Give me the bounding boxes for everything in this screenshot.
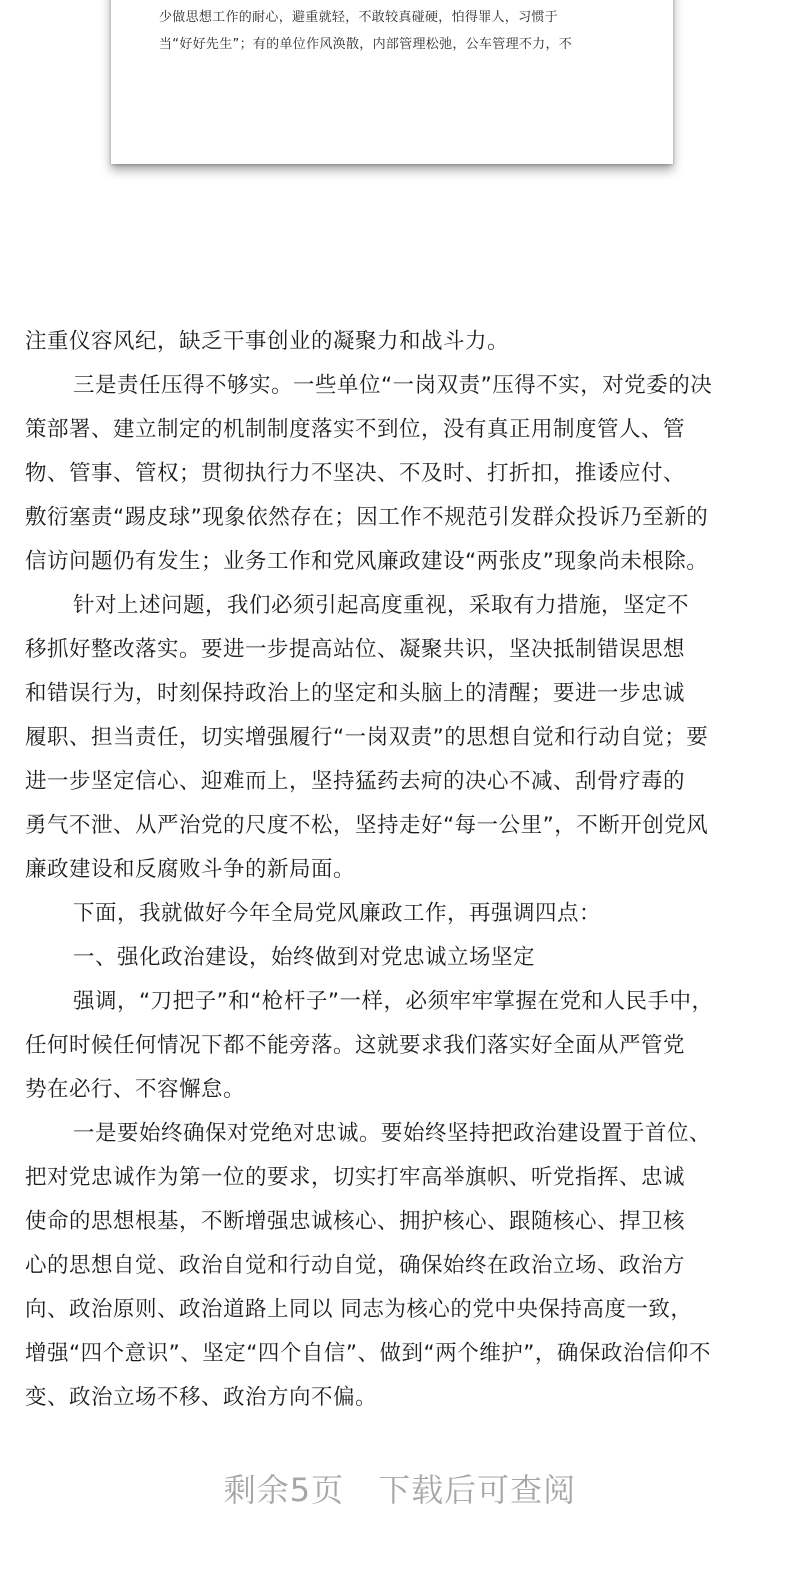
preview-text-line: 少做思想工作的耐心，避重就轻，不敢较真碰硬，怕得罪人，习惯于: [159, 10, 559, 25]
paragraph-line: 进一步坚定信心、迎难而上，坚持猛药去疴的决心不减、刮骨疗毒的: [25, 769, 686, 794]
paragraph-line: 把对党忠诚作为第一位的要求，切实打牢高举旗帜、听党指挥、忠诚: [25, 1165, 686, 1190]
paragraph-line: 向、政治原则、政治道路上同以 同志为核心的党中央保持高度一致，: [25, 1297, 693, 1322]
download-hint: 下载后可查阅: [378, 1471, 577, 1509]
paragraph-line: 增强“四个意识”、坚定“四个自信”、做到“两个维护”，确保政治信仰不: [25, 1341, 711, 1366]
paragraph-line: 一是要始终确保对党绝对忠诚。要始终坚持把政治建设置于首位、: [73, 1121, 712, 1146]
remaining-pages-banner[interactable]: [0, 1468, 800, 1512]
paragraph-line: 变、政治立场不移、政治方向不偏。: [25, 1385, 378, 1410]
paragraph-line: 廉政建设和反腐败斗争的新局面。: [25, 857, 356, 882]
paragraph-line: 履职、担当责任，切实增强履行“一岗双责”的思想自觉和行动自觉；要: [25, 725, 709, 750]
paragraph-line: 任何时候任何情况下都不能旁落。这就要求我们落实好全面从严管党: [25, 1033, 686, 1058]
paragraph-line: 信访问题仍有发生；业务工作和党风廉政建设“两张皮”现象尚未根除。: [25, 549, 709, 574]
paragraph-line: 策部署、建立制定的机制制度落实不到位，没有真正用制度管人、管: [25, 417, 686, 442]
paragraph-line: 势在必行、不容懈怠。: [25, 1077, 246, 1102]
document-body: [25, 320, 775, 1420]
paragraph-line: 勇气不泄、从严治党的尺度不松，坚持走好“每一公里”，不断开创党风: [25, 813, 709, 838]
paragraph-line: 物、管事、管权；贯彻执行力不坚决、不及时、打折扣，推诿应付、: [25, 461, 686, 486]
paragraph-line: 下面，我就做好今年全局党风廉政工作，再强调四点：: [73, 901, 602, 926]
paragraph-line: 心的思想自觉、政治自觉和行动自觉，确保始终在政治立场、政治方: [25, 1253, 686, 1278]
paragraph-line: 三是责任压得不够实。一些单位“一岗双责”压得不实，对党委的决: [73, 373, 713, 398]
paragraph-line: 移抓好整改落实。要进一步提高站位、凝聚共识，坚决抵制错误思想: [25, 637, 686, 662]
paragraph-line: 和错误行为，时刻保持政治上的坚定和头脑上的清醒；要进一步忠诚: [25, 681, 686, 706]
section-heading: 一、强化政治建设，始终做到对党忠诚立场坚定: [73, 945, 536, 970]
paragraph-line: 针对上述问题，我们必须引起高度重视，采取有力措施，坚定不: [73, 593, 690, 618]
paragraph-line: 强调，“刀把子”和“枪杆子”一样，必须牢牢掌握在党和人民手中，: [73, 989, 714, 1014]
preview-text-line: 当“好好先生”；有的单位作风涣散，内部管理松弛，公车管理不力，不: [159, 37, 573, 52]
remaining-pages-count: 剩余5页: [223, 1471, 345, 1509]
paragraph-line: 注重仪容风纪，缺乏干事创业的凝聚力和战斗力。: [25, 329, 510, 354]
paragraph-line: 使命的思想根基，不断增强忠诚核心、拥护核心、跟随核心、捍卫核: [25, 1209, 686, 1234]
preview-page-card: [111, 0, 673, 164]
paragraph-line: 敷衍塞责“踢皮球”现象依然存在；因工作不规范引发群众投诉乃至新的: [25, 505, 709, 530]
